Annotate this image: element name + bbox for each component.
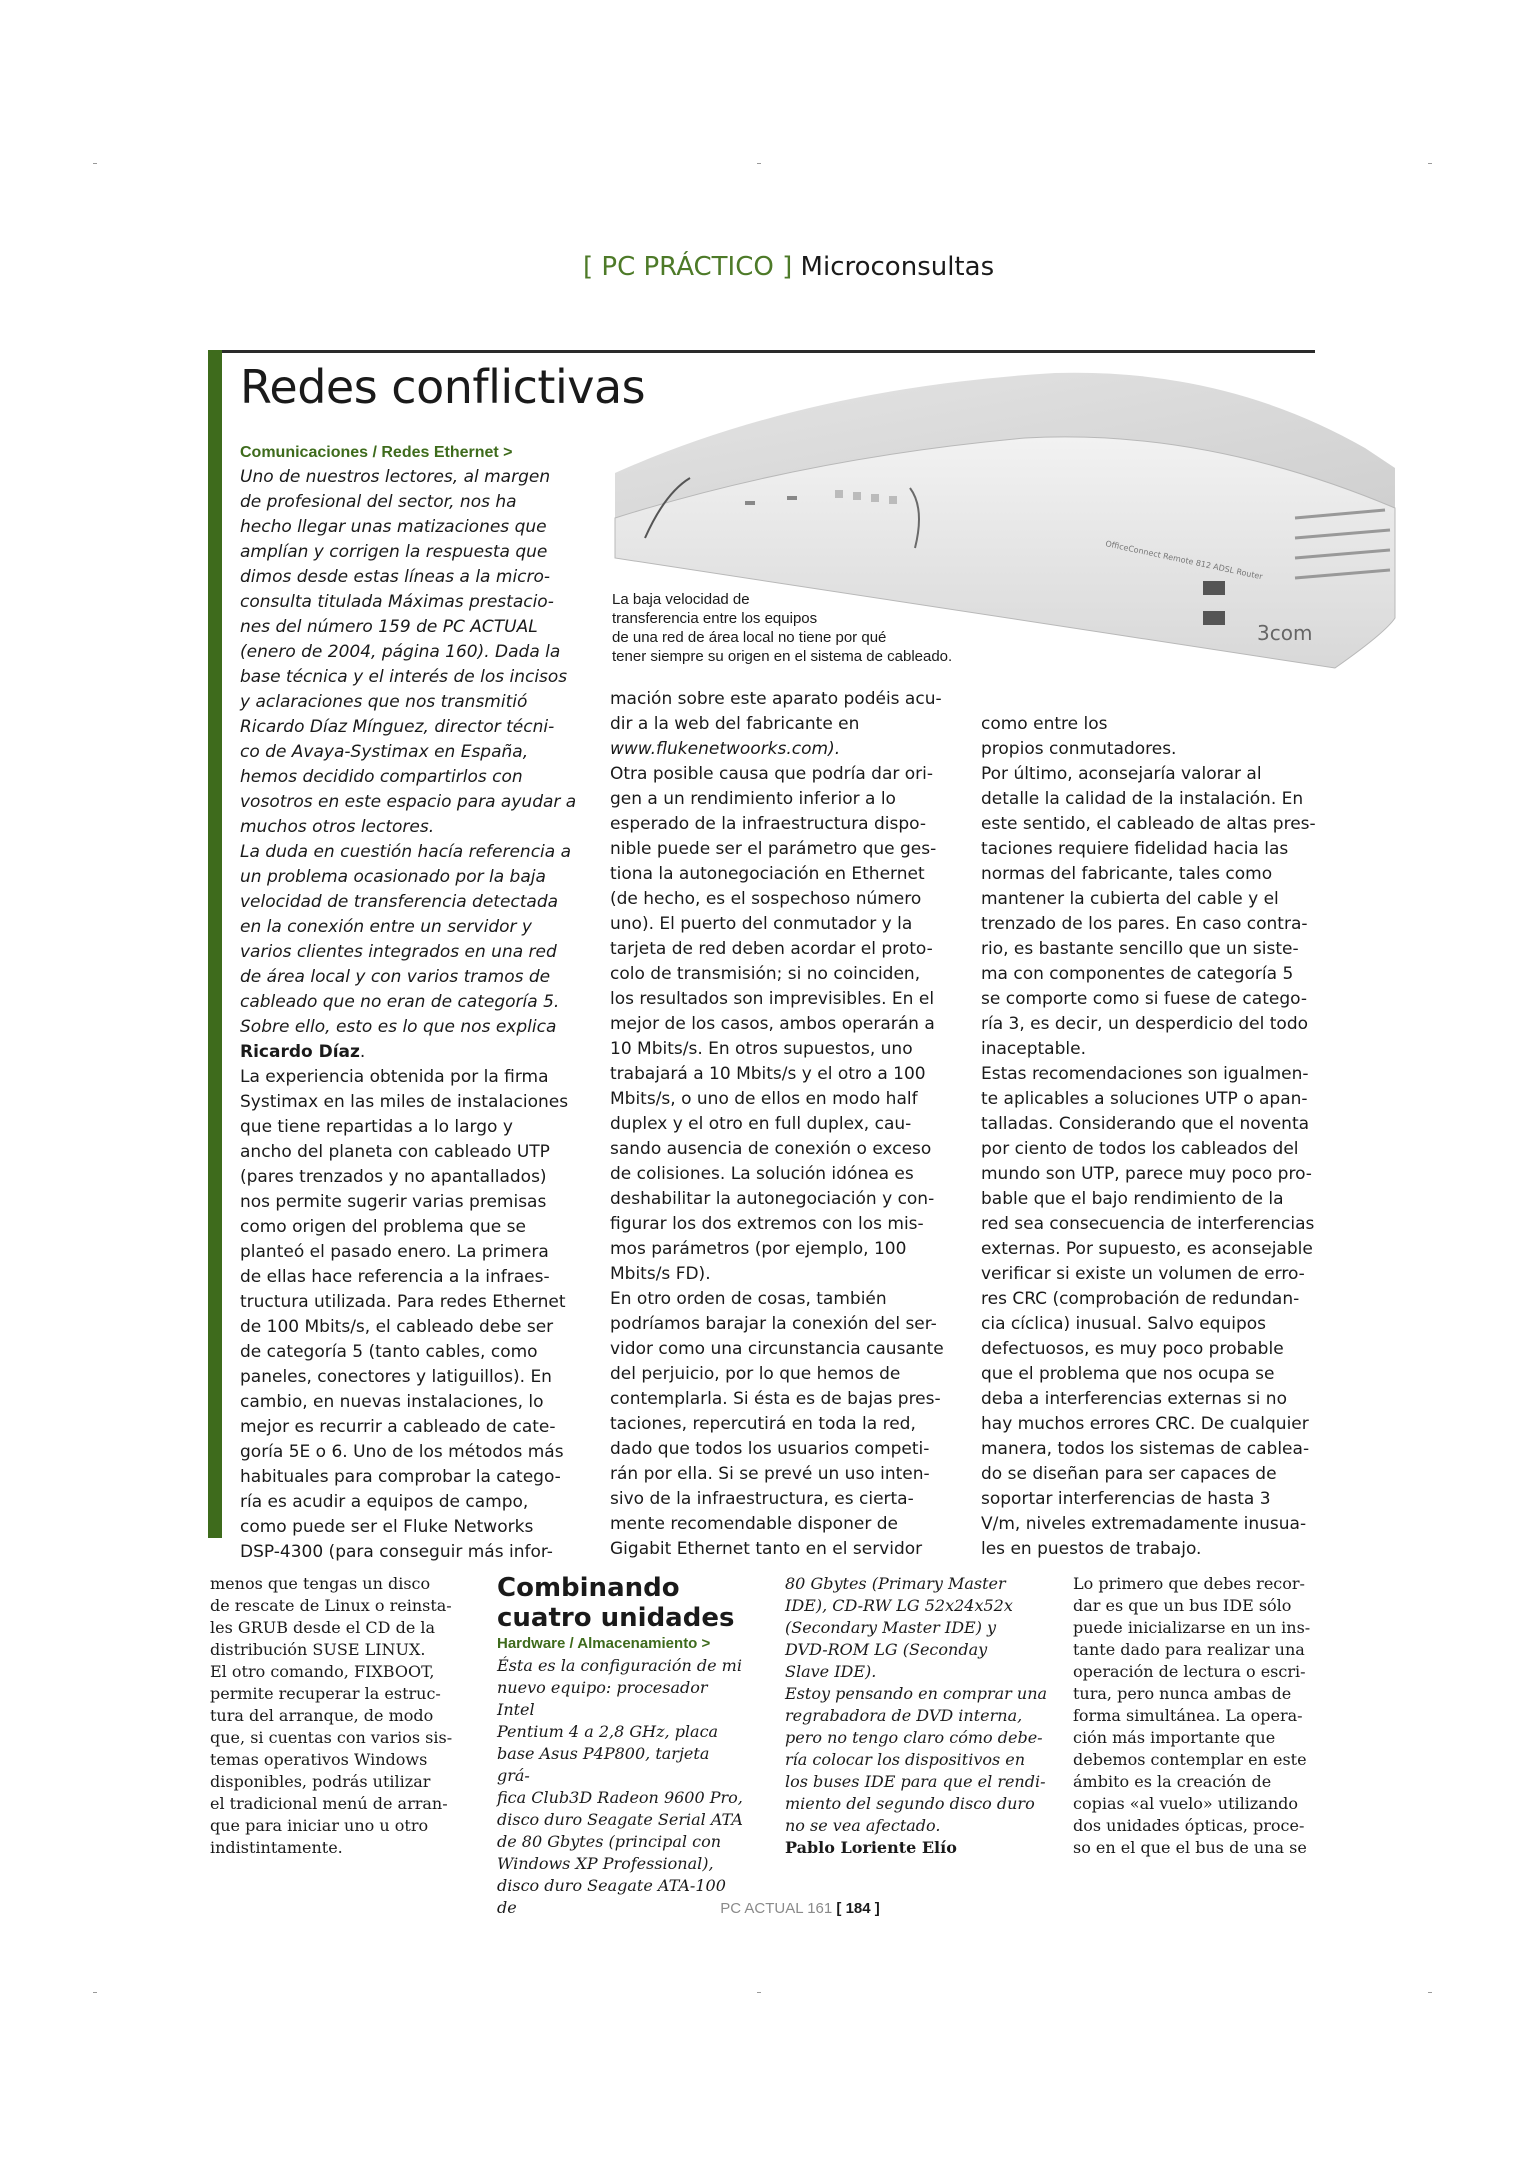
text-line: les en puestos de trabajo. — [981, 1539, 1202, 1559]
text-line: Systimax en las miles de instalaciones — [240, 1092, 569, 1112]
text-line: La duda en cuestión hacía referencia a — [240, 842, 572, 862]
text-line: los buses IDE para que el rendi- — [785, 1772, 1046, 1791]
text-line: tiona la autonegociación en Ethernet — [610, 864, 925, 884]
intro-end — [240, 1015, 585, 1040]
text-line: de 100 Mbits/s, el cableado debe ser — [240, 1317, 554, 1337]
text-line: los resultados son imprevisibles. En el — [610, 989, 935, 1009]
text-line: Windows XP Professional), — [497, 1854, 714, 1873]
text-line: del perjuicio, por lo que hemos de — [610, 1364, 901, 1384]
text-line: ría es acudir a equipos de campo, — [240, 1492, 529, 1512]
article-intro — [240, 465, 585, 1015]
magazine-issue: PC ACTUAL 161 — [720, 1900, 833, 1917]
text-line: te aplicables a soluciones UTP o apan- — [981, 1089, 1308, 1109]
router-led — [745, 501, 755, 505]
router-model-label: OfficeConnect Remote 812 ADSL Router — [1104, 539, 1264, 582]
author-line — [240, 1040, 585, 1065]
text-line: tener siempre su origen en el sistema de cableado. — [612, 648, 953, 665]
text-line: inaceptable. — [981, 1039, 1086, 1059]
text-line: Lo primero que debes recor- — [1073, 1574, 1305, 1593]
text-line: Gigabit Ethernet tanto en el servidor — [610, 1539, 923, 1559]
text-line: Mbits/s FD). — [610, 1264, 711, 1284]
text-line: taciones requiere fidelidad hacia las — [981, 839, 1289, 859]
crop-mark — [93, 163, 97, 164]
text-line: fica Club3D Radeon 9600 Pro, — [497, 1788, 743, 1807]
article-side-bar — [208, 350, 222, 1538]
text-line: velocidad de transferencia detectada — [240, 892, 559, 912]
text-line: dimos desde estas líneas a la micro- — [240, 567, 551, 587]
text-line: que para iniciar uno u otro — [210, 1816, 429, 1835]
text-line: paneles, conectores y latiguillos). En — [240, 1367, 552, 1387]
text-line: (enero de 2004, página 160). Dada la — [240, 642, 561, 662]
text-line: tarjeta de red deben acordar el proto- — [610, 939, 933, 959]
text-line: forma simultánea. La opera- — [1073, 1706, 1303, 1725]
text-line: soportar interferencias de hasta 3 — [981, 1489, 1271, 1509]
article-column-1 — [240, 440, 585, 1565]
text-line: habituales para comprobar la catego- — [240, 1467, 561, 1487]
article2-title-line: Combinando — [497, 1573, 680, 1603]
text-line: Mbits/s, o uno de ellos en modo half — [610, 1089, 918, 1109]
article-column-2 — [610, 687, 950, 1562]
text-line: y aclaraciones que nos transmitió — [240, 692, 528, 712]
text-line: cableado que no eran de categoría 5. — [240, 992, 560, 1012]
text-line: V/m, niveles extremadamente inusua- — [981, 1514, 1307, 1534]
text-line: Otra posible causa que podría dar ori- — [610, 764, 934, 784]
text-line: Uno de nuestros lectores, al margen — [240, 467, 551, 487]
text-line: en la conexión entre un servidor y — [240, 917, 532, 937]
text-line: nes del número 159 de PC ACTUAL — [240, 617, 538, 637]
text-line: La baja velocidad de — [612, 591, 750, 608]
text-line: ría 3, es decir, un desperdicio del todo — [981, 1014, 1309, 1034]
article2-kicker: Hardware / Almacenamiento > — [497, 1635, 711, 1652]
text-line: que tiene repartidas a lo largo y — [240, 1117, 513, 1137]
text-line: dir a la web del fabricante en — [610, 714, 860, 734]
text-line: se comporte como si fuese de catego- — [981, 989, 1307, 1009]
text-line: disponibles, podrás utilizar — [210, 1772, 431, 1791]
router-led — [787, 496, 797, 500]
intro-last-line: Sobre ello, esto es lo que nos explica — [240, 1017, 557, 1037]
text-line: goría 5E o 6. Uno de los métodos más — [240, 1442, 564, 1462]
text-line: mejor es recurrir a cableado de cate- — [240, 1417, 556, 1437]
text-line: como origen del problema que se — [240, 1217, 526, 1237]
text-line: hecho llegar unas matizaciones que — [240, 517, 547, 537]
crop-mark — [757, 1992, 761, 1993]
article2-question — [497, 1655, 747, 1919]
text-line: ámbito es la creación de — [1073, 1772, 1272, 1791]
text-line: gen a un rendimiento inferior a lo — [610, 789, 896, 809]
text-line: contemplarla. Si ésta es de bajas pres- — [610, 1389, 941, 1409]
router-led — [835, 490, 843, 498]
text-line: de colisiones. La solución idónea es — [610, 1164, 914, 1184]
text-line: Estoy pensando en comprar una — [785, 1684, 1048, 1703]
text-line: uno). El puerto del conmutador y la — [610, 914, 913, 934]
text-line: Por último, aconsejaría valorar al — [981, 764, 1262, 784]
text-line: 80 Gbytes (Primary Master — [785, 1574, 1006, 1593]
text-line: menos que tengas un disco — [210, 1574, 431, 1593]
text-line: vidor como una circunstancia causante — [610, 1339, 944, 1359]
text-line: 10 Mbits/s. En otros supuestos, uno — [610, 1039, 913, 1059]
router-led — [889, 496, 897, 504]
text-line: www.flukenetwoorks.com). — [610, 739, 841, 759]
text-line: varios clientes integrados en una red — [240, 942, 557, 962]
text-line: un problema ocasionado por la baja — [240, 867, 546, 887]
text-line: bable que el bajo rendimiento de la — [981, 1189, 1284, 1209]
text-line: de una red de área local no tiene por qué — [612, 629, 887, 646]
text-line: ancho del planeta con cableado UTP — [240, 1142, 550, 1162]
text-line: regrabadora de DVD interna, — [785, 1706, 1023, 1725]
crop-mark — [93, 1992, 97, 1993]
text-line: amplían y corrigen la respuesta que — [240, 542, 548, 562]
router-port — [1203, 581, 1225, 595]
article-author: Ricardo Díaz — [240, 1042, 360, 1062]
text-line: deshabilitar la autonegociación y con- — [610, 1189, 935, 1209]
text-line: de ellas hace referencia a la infraes- — [240, 1267, 550, 1287]
text-line: por ciento de todos los cableados del — [981, 1139, 1299, 1159]
text-line: do se diseñan para ser capaces de — [981, 1464, 1277, 1484]
text-line: nible puede ser el parámetro que ges- — [610, 839, 937, 859]
text-line: temas operativos Windows — [210, 1750, 428, 1769]
text-line: Pentium 4 a 2,8 GHz, placa — [497, 1722, 719, 1741]
text-line: DVD-ROM LG (Seconday — [785, 1640, 988, 1659]
article-title: Redes conflictivas — [240, 360, 646, 414]
text-line: trabajará a 10 Mbits/s y el otro a 100 — [610, 1064, 926, 1084]
article2-title — [497, 1573, 747, 1633]
text-line: ría colocar los dispositivos en — [785, 1750, 1026, 1769]
section-header — [583, 252, 1003, 282]
text-line: Ésta es la configuración de mi — [497, 1656, 742, 1675]
text-line: de rescate de Linux o reinsta- — [210, 1596, 452, 1615]
text-line: les GRUB desde el CD de la — [210, 1618, 436, 1637]
text-line: taciones, repercutirá en toda la red, — [610, 1414, 916, 1434]
text-line: externas. Por supuesto, es aconsejable — [981, 1239, 1313, 1259]
text-line: so en el que el bus de una se — [1073, 1838, 1307, 1857]
text-line: tante dado para realizar una — [1073, 1640, 1305, 1659]
text-line: mente recomendable disponer de — [610, 1514, 898, 1534]
text-line: distribución SUSE LINUX. — [210, 1640, 426, 1659]
text-line: de 80 Gbytes (principal con — [497, 1832, 722, 1851]
text-line: res CRC (comprobación de redundan- — [981, 1289, 1300, 1309]
page-footer — [600, 1900, 1000, 1917]
text-line: hemos decidido compartirlos con — [240, 767, 523, 787]
text-line: mantener la cubierta del cable y el — [981, 889, 1279, 909]
text-line: vosotros en este espacio para ayudar a — [240, 792, 577, 812]
text-line: indistintamente. — [210, 1838, 343, 1857]
text-line: verificar si existe un volumen de erro- — [981, 1264, 1305, 1284]
text-line: mos parámetros (por ejemplo, 100 — [610, 1239, 907, 1259]
text-line: que, si cuentas con varios sis- — [210, 1728, 453, 1747]
text-line: de categoría 5 (tanto cables, como — [240, 1342, 538, 1362]
text-line: de área local y con varios tramos de — [240, 967, 551, 987]
text-line: colo de transmisión; si no coinciden, — [610, 964, 921, 984]
text-line: mejor de los casos, ambos operarán a — [610, 1014, 935, 1034]
text-line: Estas recomendaciones son igualmen- — [981, 1064, 1309, 1084]
top-rule — [215, 350, 1315, 353]
text-line: ma con componentes de categoría 5 — [981, 964, 1294, 984]
text-line: manera, todos los sistemas de cablea- — [981, 1439, 1310, 1459]
text-line: co de Avaya-Systimax en España, — [240, 742, 529, 762]
text-line: Ricardo Díaz Mínguez, director técni- — [240, 717, 555, 737]
text-line: base técnica y el interés de los incisos — [240, 667, 568, 687]
text-line: mundo son UTP, parece muy poco pro- — [981, 1164, 1312, 1184]
article2-author: Pablo Loriente Elío — [785, 1838, 957, 1857]
text-line: tructura utilizada. Para redes Ethernet — [240, 1292, 566, 1312]
text-line: detalle la calidad de la instalación. En — [981, 789, 1304, 809]
text-line: sivo de la infraestructura, es cierta- — [610, 1489, 914, 1509]
text-line: esperado de la infraestructura dispo- — [610, 814, 927, 834]
crop-mark — [1428, 1992, 1432, 1993]
text-line: de profesional del sector, nos ha — [240, 492, 517, 512]
text-line: figurar los dos extremos con los mis- — [610, 1214, 924, 1234]
text-line: como puede ser el Fluke Networks — [240, 1517, 534, 1537]
subsection-name: Microconsultas — [800, 252, 995, 282]
text-line: mación sobre este aparato podéis acu- — [610, 689, 942, 709]
text-line: La experiencia obtenida por la firma — [240, 1067, 549, 1087]
text-line: (de hecho, es el sospechoso número — [610, 889, 922, 909]
router-port — [1203, 611, 1225, 625]
text-line: (Secondary Master IDE) y — [785, 1618, 997, 1637]
router-led — [853, 492, 861, 500]
text-line: Slave IDE). — [785, 1662, 877, 1681]
text-line: tura, pero nunca ambas de — [1073, 1684, 1292, 1703]
text-line: no se vea afectado. — [785, 1816, 941, 1835]
text-line: En otro orden de cosas, también — [610, 1289, 887, 1309]
text-line: cia cíclica) inusual. Salvo equipos — [981, 1314, 1266, 1334]
brand-logo: 3com — [1257, 621, 1313, 645]
text-line: hay muchos errores CRC. De cualquier — [981, 1414, 1309, 1434]
router-led — [871, 494, 879, 502]
text-line: deba a interferencias externas si no — [981, 1389, 1287, 1409]
text-line: nos permite sugerir varias premisas — [240, 1192, 547, 1212]
text-line: dar es que un bus IDE sólo — [1073, 1596, 1292, 1615]
article-kicker: Comunicaciones / Redes Ethernet > — [240, 444, 513, 461]
text-line: este sentido, el cableado de altas pres- — [981, 814, 1316, 834]
page-number: [ 184 ] — [836, 1900, 880, 1917]
text-line: duplex y el otro en full duplex, cau- — [610, 1114, 912, 1134]
article2-column-2 — [785, 1573, 1055, 1859]
text-line: propios conmutadores. — [981, 739, 1177, 759]
article2-column-1 — [497, 1573, 747, 1919]
text-line: defectuosos, es muy poco probable — [981, 1339, 1284, 1359]
text-line: permite recuperar la estruc- — [210, 1684, 441, 1703]
text-line: muchos otros lectores. — [240, 817, 435, 837]
photo-caption — [612, 590, 972, 666]
text-line: DSP-4300 (para conseguir más infor- — [240, 1542, 553, 1562]
text-line: que el problema que nos ocupa se — [981, 1364, 1275, 1384]
text-line: como entre los — [981, 714, 1108, 734]
author-suffix: . — [359, 1042, 366, 1062]
text-line: debemos contemplar en este — [1073, 1750, 1307, 1769]
text-line: planteó el pasado enero. La primera — [240, 1242, 549, 1262]
text-line: ción más importante que — [1073, 1728, 1276, 1747]
text-line: red sea consecuencia de interferencias — [981, 1214, 1315, 1234]
text-line: sando ausencia de conexión o exceso — [610, 1139, 932, 1159]
text-line: disco duro Seagate Serial ATA — [497, 1810, 743, 1829]
text-line: el tradicional menú de arran- — [210, 1794, 448, 1813]
text-line: cambio, en nuevas instalaciones, lo — [240, 1392, 544, 1412]
text-line: disco duro Seagate ATA-100 de — [497, 1876, 726, 1917]
text-line: rán por ella. Si se prevé un uso inten- — [610, 1464, 930, 1484]
text-line: rio, es bastante sencillo que un siste- — [981, 939, 1299, 959]
text-line: IDE), CD-RW LG 52x24x52x — [785, 1596, 1013, 1615]
section-name: [ PC PRÁCTICO ] — [583, 252, 793, 282]
text-line: El otro comando, FIXBOOT, — [210, 1662, 435, 1681]
text-line: trenzado de los pares. En caso contra- — [981, 914, 1308, 934]
text-line: puede inicializarse en un ins- — [1073, 1618, 1311, 1637]
text-line: base Asus P4P800, tarjeta grá- — [497, 1744, 710, 1785]
text-line: operación de lectura o escri- — [1073, 1662, 1306, 1681]
text-line: nuevo equipo: procesador Intel — [497, 1678, 708, 1719]
text-line: dos unidades ópticas, proce- — [1073, 1816, 1305, 1835]
text-line: transferencia entre los equipos — [612, 610, 818, 627]
text-line: talladas. Considerando que el noventa — [981, 1114, 1310, 1134]
crop-mark — [757, 163, 761, 164]
text-line: miento del segundo disco duro — [785, 1794, 1035, 1813]
text-line: pero no tengo claro cómo debe- — [785, 1728, 1043, 1747]
text-line: tura del arranque, de modo — [210, 1706, 434, 1725]
text-line: dado que todos los usuarios competi- — [610, 1439, 930, 1459]
article2-title-line: cuatro unidades — [497, 1603, 735, 1633]
article2-question-cont — [785, 1573, 1055, 1837]
text-line: podríamos barajar la conexión del ser- — [610, 1314, 937, 1334]
text-line: consulta titulada Máximas prestacio- — [240, 592, 554, 612]
text-line: copias «al vuelo» utilizando — [1073, 1794, 1298, 1813]
crop-mark — [1428, 163, 1432, 164]
article2-answer — [1073, 1573, 1323, 1859]
text-line: normas del fabricante, tales como — [981, 864, 1273, 884]
prev-article-column — [210, 1573, 460, 1859]
article-body-1 — [240, 1065, 585, 1565]
text-line: (pares trenzados y no apantallados) — [240, 1167, 547, 1187]
article-column-3 — [981, 712, 1321, 1562]
